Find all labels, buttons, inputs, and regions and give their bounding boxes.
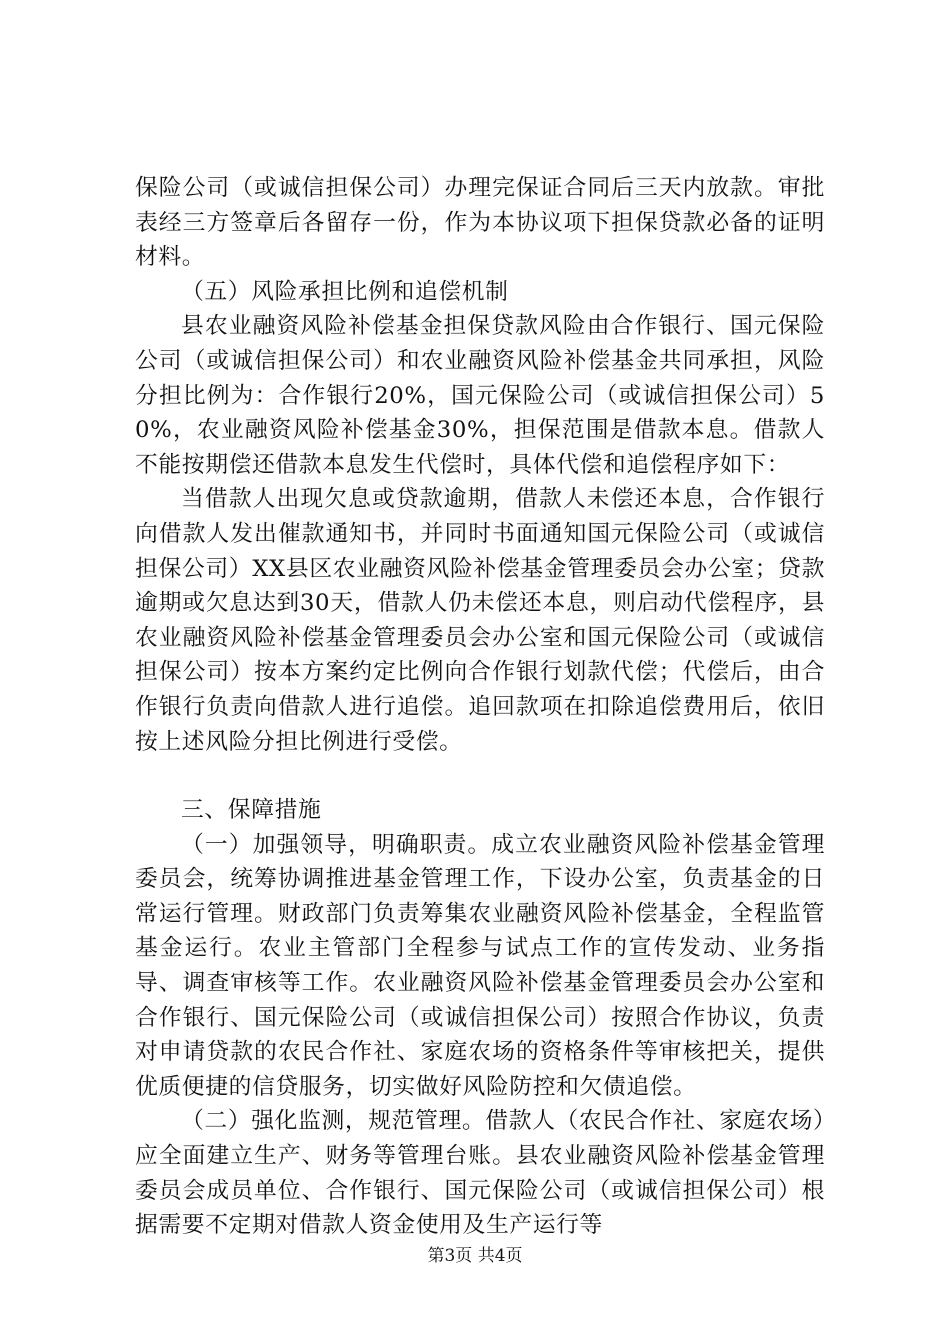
paragraph-monitoring: （二）强化监测，规范管理。借款人（农民合作社、家庭农场）应全面建立生产、财务等管理台账。县农业融资风险补偿基金管理委员会成员单位、合作银行、国元保险公司（或诚信担保公司）根据需要不定期对借款人资金使用及生产运行等 [135,1108,825,1239]
paragraph-compensation-procedure: 当借款人出现欠息或贷款逾期，借款人未偿还本息，合作银行向借款人发出催款通知书，并同时书面通知国元保险公司（或诚信担保公司）XX县区农业融资风险补偿基金管理委员会办公室；贷款逾期或欠息达到30天，借款人仍未偿还本息，则启动代偿程序，县农业融资风险补偿基金管理委员会办公室和国元保险公司（或诚信担保公司）按本方案约定比例向合作银行划款代偿；代偿后，由合作银行负责向借款人进行追偿。追回款项在扣除追偿费用后，依旧按上述风险分担比例进行受偿。 [135,486,825,755]
section-heading-safeguards: 三、保障措施 [181,797,322,824]
paragraph-spacer [135,759,825,793]
paragraph-continuation: 保险公司（或诚信担保公司）办理完保证合同后三天内放款。审批表经三方签章后各留存一份，作为本协议项下担保贷款必备的证明材料。 [135,175,825,271]
paragraph-risk-ratio: 县农业融资风险补偿基金担保贷款风险由合作银行、国元保险公司（或诚信担保公司）和农业融资风险补偿基金共同承担，风险分担比例为：合作银行20%，国元保险公司（或诚信担保公司）50%，农业融资风险补偿基金30%，担保范围是借款本息。借款人不能按期偿还借款本息发生代偿时，具体代偿和追偿程序如下： [135,313,825,478]
paragraph-leadership: （一）加强领导，明确职责。成立农业融资风险补偿基金管理委员会，统筹协调推进基金管理工作，下设办公室，负责基金的日常运行管理。财政部门负责筹集农业融资风险补偿基金，全程监管基金运行。农业主管部门全程参与试点工作的宣传发动、业务指导、调查审核等工作。农业融资风险补偿基金管理委员会办公室和合作银行、国元保险公司（或诚信担保公司）按照合作协议，负责对申请贷款的农民合作社、家庭农场的资格条件等审核把关，提供优质便捷的信贷服务，切实做好风险防控和欠债追偿。 [135,831,825,1100]
section-heading-risk-sharing: （五）风险承担比例和追偿机制 [181,278,509,305]
page-number-footer: 第3页 共4页 [427,1246,523,1266]
document-body [135,171,825,1243]
